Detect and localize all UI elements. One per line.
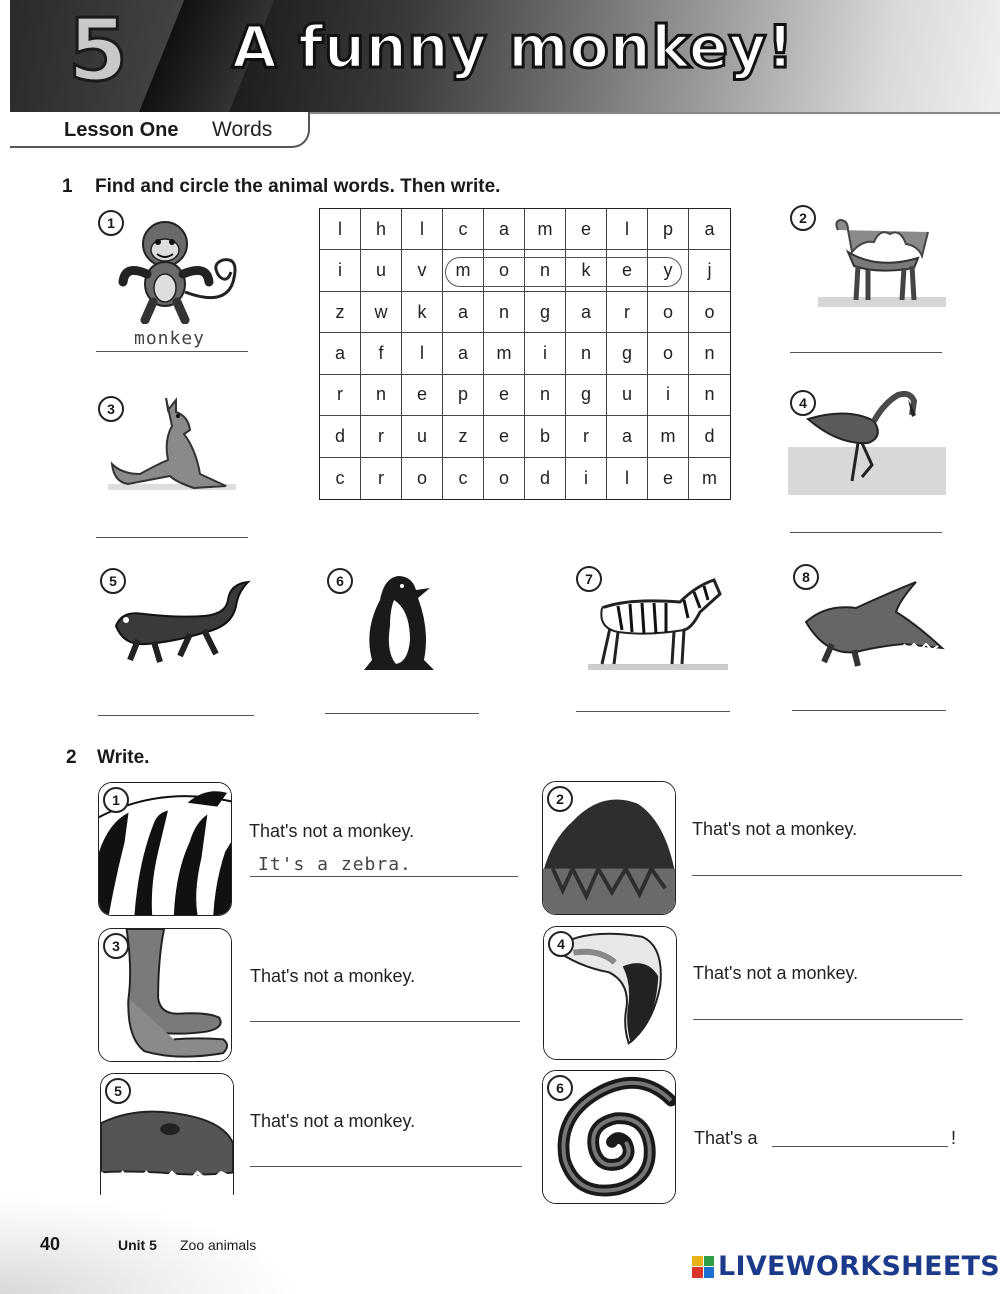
grid-cell[interactable]: f	[361, 333, 402, 374]
picture-number-5: 5	[105, 1078, 131, 1104]
grid-cell[interactable]: l	[607, 458, 648, 499]
footer-unit: Unit 5	[118, 1237, 157, 1253]
grid-cell[interactable]: o	[648, 292, 689, 333]
picture-number-4: 4	[548, 931, 574, 957]
grid-cell[interactable]: d	[320, 416, 361, 457]
penguin-image	[350, 570, 446, 676]
grid-cell[interactable]: g	[525, 292, 566, 333]
lizard-image	[108, 574, 254, 670]
picture-kangaroo-feet	[98, 928, 232, 1062]
grid-cell[interactable]: v	[402, 250, 443, 291]
grid-cell[interactable]: e	[484, 416, 525, 457]
grid-cell[interactable]: b	[525, 416, 566, 457]
grid-cell[interactable]: u	[607, 375, 648, 416]
brand-name: LIVEWORKSHEETS	[718, 1251, 1000, 1282]
exercise-2-number: 2	[66, 747, 77, 768]
unit-banner	[10, 0, 1000, 112]
grid-cell[interactable]: n	[525, 375, 566, 416]
grid-cell[interactable]: o	[689, 292, 730, 333]
grid-cell[interactable]: u	[402, 416, 443, 457]
item-number-8: 8	[793, 564, 819, 590]
grid-cell[interactable]: e	[607, 250, 648, 291]
picture-number-6: 6	[547, 1075, 573, 1101]
grid-cell[interactable]: i	[320, 250, 361, 291]
grid-cell[interactable]: n	[484, 292, 525, 333]
grid-cell[interactable]: u	[361, 250, 402, 291]
grid-cell[interactable]: a	[443, 333, 484, 374]
grid-cell[interactable]: d	[689, 416, 730, 457]
answer-line-3[interactable]	[96, 537, 248, 538]
liveworksheets-logo-icon	[692, 1256, 714, 1278]
unit-title: A funny monkey!	[232, 13, 794, 81]
sentence-5: That's not a monkey.	[250, 1111, 416, 1131]
grid-cell[interactable]: z	[443, 416, 484, 457]
sentence-6-end: !	[951, 1128, 957, 1148]
grid-cell[interactable]: z	[320, 292, 361, 333]
answer-line-8[interactable]	[792, 710, 946, 711]
answer-line-ex2-2[interactable]	[692, 875, 962, 876]
item-number-6: 6	[327, 568, 353, 594]
grid-cell[interactable]: k	[566, 250, 607, 291]
answer-line-ex2-3[interactable]	[250, 1021, 520, 1022]
grid-cell[interactable]: a	[484, 209, 525, 250]
answer-line-ex2-4[interactable]	[693, 1019, 963, 1020]
answer-line-5[interactable]	[98, 715, 254, 716]
grid-cell[interactable]: r	[361, 416, 402, 457]
grid-cell[interactable]: r	[566, 416, 607, 457]
picture-monkey-tail	[542, 1070, 676, 1204]
grid-cell[interactable]: n	[361, 375, 402, 416]
grid-cell[interactable]: p	[648, 209, 689, 250]
grid-cell[interactable]: l	[320, 209, 361, 250]
item-number-5: 5	[100, 568, 126, 594]
answer-line-ex2-6[interactable]	[772, 1146, 948, 1147]
grid-cell[interactable]: a	[320, 333, 361, 374]
answer-1[interactable]: monkey	[134, 328, 206, 349]
item-number-1: 1	[98, 210, 124, 236]
grid-cell[interactable]: n	[689, 375, 730, 416]
item-number-4: 4	[790, 390, 816, 416]
liveworksheets-brand[interactable]	[692, 1251, 1000, 1282]
picture-number-1: 1	[103, 787, 129, 813]
sentence-2: That's not a monkey.	[692, 819, 858, 839]
grid-cell[interactable]: g	[566, 375, 607, 416]
unit-number: 5	[68, 1, 128, 101]
picture-flamingo-beak	[543, 926, 677, 1060]
exercise-2-instruction: Write.	[97, 747, 150, 768]
grid-cell[interactable]: r	[320, 375, 361, 416]
grid-cell[interactable]: h	[361, 209, 402, 250]
grid-cell[interactable]: c	[443, 209, 484, 250]
grid-cell[interactable]: y	[648, 250, 689, 291]
item-number-3: 3	[98, 396, 124, 422]
monkey-image	[115, 212, 265, 324]
grid-cell[interactable]: n	[566, 333, 607, 374]
answer-line-2[interactable]	[790, 352, 942, 353]
grid-cell[interactable]: d	[525, 458, 566, 499]
sentence-1: That's not a monkey.	[249, 821, 415, 841]
lesson-label: Lesson One	[64, 119, 179, 141]
grid-cell[interactable]: m	[702, 467, 717, 488]
grid-cell[interactable]: a	[566, 292, 607, 333]
kangaroo-image	[108, 390, 236, 498]
answer-line-4[interactable]	[790, 532, 942, 533]
sentence-4: That's not a monkey.	[693, 963, 859, 983]
grid-cell[interactable]: a	[607, 416, 648, 457]
page-number: 40	[40, 1234, 61, 1254]
grid-cell[interactable]: a	[443, 292, 484, 333]
picture-camel-hump	[542, 781, 676, 915]
grid-cell[interactable]: o	[648, 333, 689, 374]
answer-ex2-1[interactable]: It's a zebra.	[258, 854, 412, 875]
grid-cell[interactable]: n	[689, 333, 730, 374]
answer-line-ex2-1[interactable]	[250, 876, 518, 877]
grid-cell[interactable]: l	[607, 209, 648, 250]
grid-cell[interactable]: c	[320, 458, 361, 499]
grid-cell[interactable]: j	[689, 250, 730, 291]
grid-cell[interactable]: c	[443, 458, 484, 499]
grid-cell[interactable]: e	[484, 375, 525, 416]
circled-word-monkey	[445, 257, 682, 287]
grid-cell[interactable]: m	[648, 416, 689, 457]
lesson-subtitle: Words	[212, 118, 273, 141]
picture-zebra-stripes	[98, 782, 232, 916]
grid-cell[interactable]: m	[443, 250, 484, 291]
sentence-3: That's not a monkey.	[250, 966, 416, 986]
grid-cell[interactable]: e	[402, 375, 443, 416]
grid-cell[interactable]: k	[402, 292, 443, 333]
grid-cell[interactable]: i	[648, 375, 689, 416]
word-search-grid[interactable]	[319, 208, 731, 500]
picture-number-3: 3	[103, 933, 129, 959]
exercise-1-instruction: Find and circle the animal words. Then write.	[95, 176, 501, 197]
answer-line-ex2-5[interactable]	[250, 1166, 522, 1167]
grid-cell[interactable]: p	[443, 375, 484, 416]
grid-cell[interactable]: w	[361, 292, 402, 333]
grid-cell[interactable]: m	[484, 333, 525, 374]
grid-cell[interactable]: a	[689, 209, 730, 250]
grid-cell[interactable]: o	[484, 458, 525, 499]
grid-cell[interactable]: m	[525, 209, 566, 250]
sentence-6-start: That's a	[694, 1128, 758, 1148]
grid-cell[interactable]: e	[566, 209, 607, 250]
flamingo-image	[788, 385, 946, 495]
answer-line-6[interactable]	[325, 713, 479, 714]
grid-cell[interactable]: l	[402, 209, 443, 250]
camel-image	[818, 212, 946, 312]
picture-crocodile-head	[100, 1073, 234, 1207]
grid-cell[interactable]: i	[566, 458, 607, 499]
crocodile-image	[796, 574, 946, 670]
answer-line-7[interactable]	[576, 711, 730, 712]
grid-cell[interactable]: l	[402, 333, 443, 374]
grid-cell[interactable]: i	[525, 333, 566, 374]
grid-cell[interactable]: n	[525, 250, 566, 291]
grid-cell[interactable]: r	[607, 292, 648, 333]
grid-cell[interactable]: o	[484, 250, 525, 291]
grid-cell[interactable]: o	[402, 458, 443, 499]
zebra-image	[588, 572, 728, 674]
item-number-7: 7	[576, 566, 602, 592]
answer-line-1[interactable]	[96, 351, 248, 352]
grid-cell[interactable]: r	[361, 458, 402, 499]
picture-number-2: 2	[547, 786, 573, 812]
footer-unit-name: Zoo animals	[180, 1237, 257, 1253]
item-number-2: 2	[790, 205, 816, 231]
grid-cell[interactable]: e	[648, 458, 689, 499]
exercise-1-number: 1	[62, 176, 73, 197]
grid-cell[interactable]: g	[607, 333, 648, 374]
